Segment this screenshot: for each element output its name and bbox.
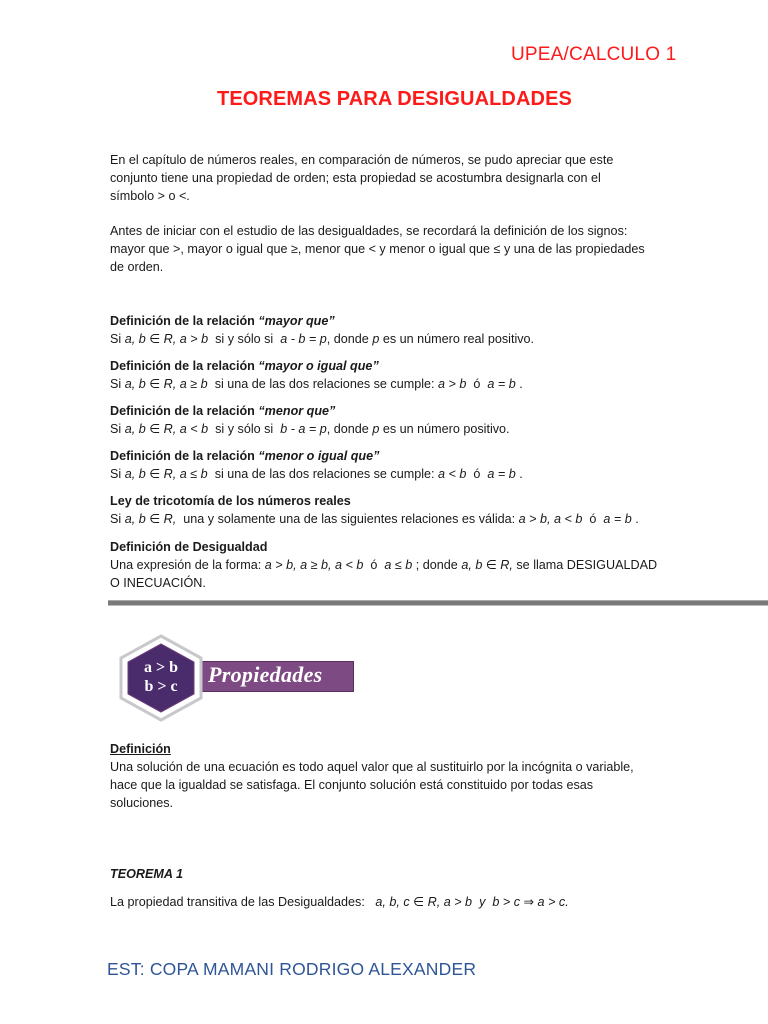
body-text: Si xyxy=(110,512,125,526)
definition-title-prefix: Definición de la relación xyxy=(110,314,259,328)
math-expression: p xyxy=(372,332,380,346)
theorem-1-title xyxy=(110,865,690,883)
definition-title-term: “mayor que” xyxy=(258,314,335,328)
math-expression: a > b, a ≥ b, a < b xyxy=(264,558,364,572)
text-line: mayor que >, mayor o igual que ≥, menor que < y menor o igual que ≤ y una de las propiedades xyxy=(110,242,645,256)
text-line: O INECUACIÓN. xyxy=(110,576,206,590)
math-expression: a > b xyxy=(438,377,467,391)
text-line: conjunto tiene una propiedad de orden; esta propiedad se acostumbra designarla con el xyxy=(110,171,601,185)
math-expression: a > b, a < b xyxy=(518,512,583,526)
body-text: una y solamente una de las siguientes relaciones es válida: xyxy=(176,512,519,526)
math-expression: a, b ∈ R, a < b xyxy=(124,422,209,436)
text-line: de orden. xyxy=(110,260,164,274)
logo-hex-line: a > b xyxy=(143,659,178,676)
body-text: , donde xyxy=(326,422,373,436)
body-text: ó xyxy=(466,467,488,481)
student-name: EST: COPA MAMANI RODRIGO ALEXANDER xyxy=(107,959,477,979)
body-text: si una de las dos relaciones se cumple: xyxy=(207,467,439,481)
math-expression: a, b ∈ R, a > b xyxy=(124,332,209,346)
math-expression: a = b xyxy=(603,512,632,526)
course-label: UPEA/CALCULO 1 xyxy=(511,44,677,65)
definition-title: Definición de Desigualdad xyxy=(110,540,268,554)
math-expression: a, b ∈ R, xyxy=(124,512,177,526)
definition-body xyxy=(110,556,690,574)
definition-title: Ley de tricotomía de los números reales xyxy=(110,494,351,508)
body-text: ó xyxy=(466,377,488,391)
propiedades-logo xyxy=(118,634,358,722)
definition-title-prefix: Definición de la relación xyxy=(110,449,259,463)
solution-definition xyxy=(110,740,690,812)
definition-body xyxy=(110,330,690,348)
definition-title xyxy=(110,357,690,375)
body-text: . xyxy=(515,377,523,391)
body-text: es un número real positivo. xyxy=(379,332,535,346)
text-line: Antes de iniciar con el estudio de las desigualdades, se recordará la definición de los signos: xyxy=(110,224,628,238)
math-expression: a, b ∈ R, a ≥ b xyxy=(124,377,208,391)
math-expression: a ≤ b xyxy=(384,558,413,572)
definition-body xyxy=(110,510,690,528)
body-text: Si xyxy=(110,467,125,481)
definition-title-prefix: Definición de la relación xyxy=(110,404,259,418)
text-line: símbolo > o <. xyxy=(110,189,190,203)
text-line: hace que la igualdad se satisfaga. El conjunto solución está constituido por todas esas xyxy=(110,778,594,792)
theorem-statement-text: La propiedad transitiva de las Desigualdades: xyxy=(110,895,376,909)
math-expression: a - b = p xyxy=(280,332,327,346)
page-title: TEOREMAS PARA DESIGUALDADES xyxy=(217,88,572,110)
definition-menor-que xyxy=(110,402,690,438)
intro-paragraph-1 xyxy=(110,151,670,205)
definition-title-prefix: Definición de la relación xyxy=(110,359,259,373)
body-text: Una expresión de la forma: xyxy=(110,558,265,572)
definition-body xyxy=(110,420,690,438)
body-text: ó xyxy=(582,512,604,526)
body-text: Si xyxy=(110,377,125,391)
body-text: . xyxy=(631,512,639,526)
law-of-trichotomy xyxy=(110,492,690,528)
definition-title-term: “mayor o igual que” xyxy=(258,359,379,373)
math-expression: a = b xyxy=(487,467,516,481)
math-expression: a, b, c ∈ R, a > b y b > c ⇒ a > c. xyxy=(375,895,569,909)
definition-title xyxy=(110,402,690,420)
math-expression: p xyxy=(372,422,380,436)
definition-title xyxy=(110,447,690,465)
definition-title-term: “menor o igual que” xyxy=(258,449,380,463)
math-expression: b - a = p xyxy=(280,422,327,436)
body-text: Si xyxy=(110,332,125,346)
body-text: ó xyxy=(363,558,385,572)
text-line: Una solución de una ecuación es todo aquel valor que al sustituirlo por la incógnita o variable, xyxy=(110,760,634,774)
logo-hex-line: b > c xyxy=(144,678,178,695)
definition-body xyxy=(110,465,690,483)
definition-mayor-que xyxy=(110,312,690,348)
logo-banner-label: Propiedades xyxy=(208,662,323,687)
body-text: es un número positivo. xyxy=(379,422,510,436)
section-divider xyxy=(108,600,768,606)
body-text: , donde xyxy=(326,332,373,346)
definition-body xyxy=(110,375,690,393)
math-expression: a = b xyxy=(487,377,516,391)
body-text: ; donde xyxy=(412,558,462,572)
solution-definition-title: Definición xyxy=(110,742,171,756)
text-line: soluciones. xyxy=(110,796,174,810)
body-text: si y sólo si xyxy=(208,332,281,346)
definition-mayor-o-igual-que xyxy=(110,357,690,393)
math-expression: a < b xyxy=(438,467,467,481)
body-text: Si xyxy=(110,422,125,436)
definition-title xyxy=(110,312,690,330)
body-text: si una de las dos relaciones se cumple: xyxy=(207,377,439,391)
definition-desigualdad xyxy=(110,538,690,592)
body-text: se llama DESIGUALDAD xyxy=(512,558,658,572)
definition-title-term: “menor que” xyxy=(258,404,336,418)
theorem-title: TEOREMA 1 xyxy=(110,867,184,881)
intro-paragraph-2 xyxy=(110,222,690,276)
math-expression: a, b ∈ R, xyxy=(461,558,513,572)
definition-menor-o-igual-que xyxy=(110,447,690,483)
body-text: . xyxy=(515,467,523,481)
logo-hex-text xyxy=(134,658,188,696)
text-line: En el capítulo de números reales, en comparación de números, se pudo apreciar que este xyxy=(110,153,614,167)
math-expression: a, b ∈ R, a ≤ b xyxy=(124,467,208,481)
theorem-1-statement xyxy=(110,893,690,911)
body-text: si y sólo si xyxy=(208,422,281,436)
